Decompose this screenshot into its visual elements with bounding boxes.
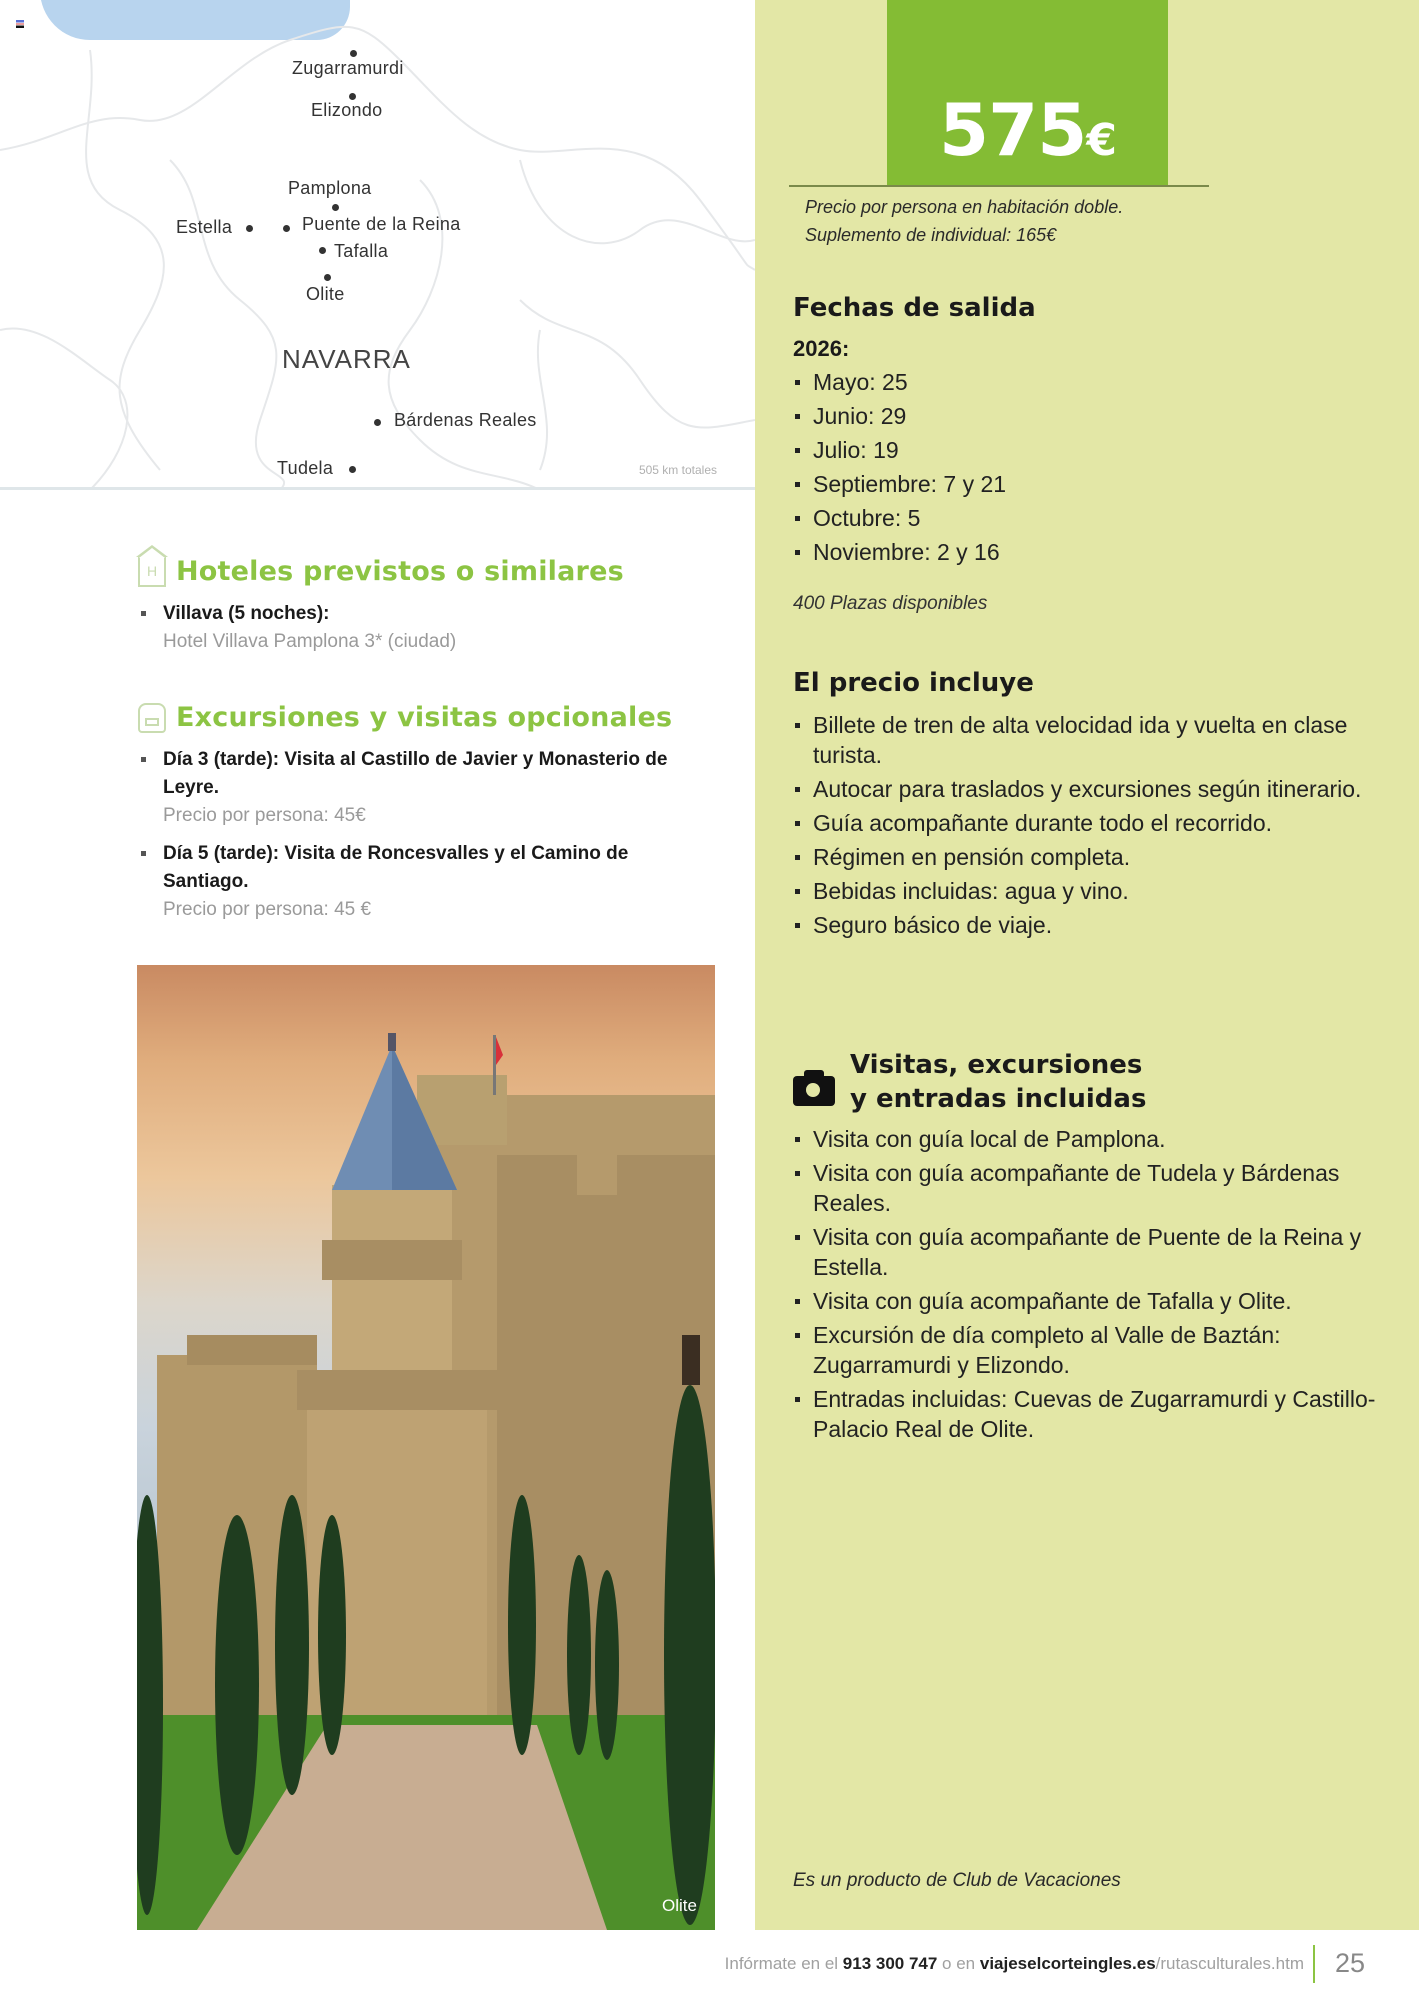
- castle-photo: [137, 965, 715, 1930]
- optional-excursion-price: Precio por persona: 45€: [163, 805, 366, 826]
- includes-list: [793, 710, 1383, 944]
- map-dot-pamplona: [332, 204, 339, 211]
- map-label-zugarramurdi: Zugarramurdi: [292, 58, 404, 78]
- includes-item: Régimen en pensión completa.: [793, 842, 1383, 872]
- departure-dates-list: [793, 367, 1383, 571]
- departure-date: Octubre: 5: [793, 503, 1383, 533]
- departure-date: Junio: 29: [793, 401, 1383, 431]
- departure-date: Noviembre: 2 y 16: [793, 537, 1383, 567]
- price-currency: €: [1086, 115, 1116, 166]
- optional-excursions-heading: [138, 702, 672, 733]
- visits-item: Visita con guía acompañante de Tudela y Bárdenas Reales.: [793, 1158, 1383, 1218]
- map-label-bardenas-reales: Bárdenas Reales: [394, 410, 537, 430]
- optional-excursion-label: Día 5 (tarde): Visita de Roncesvalles y el Camino de Santiago.: [163, 843, 629, 892]
- hotel-item: [138, 600, 718, 656]
- product-note: Es un producto de Club de Vacaciones: [793, 1870, 1121, 1891]
- price-note-supplement: Suplemento de individual: 165€: [805, 225, 1057, 245]
- price-amount: 575: [939, 88, 1087, 172]
- includes-item: Seguro básico de viaje.: [793, 910, 1383, 940]
- visits-item: Excursión de día completo al Valle de Baztán: Zugarramurdi y Elizondo.: [793, 1320, 1383, 1380]
- includes-title: El precio incluye: [793, 668, 1034, 698]
- map-label-elizondo: Elizondo: [311, 100, 383, 120]
- footer-prefix: Infórmate en el: [724, 1954, 843, 1973]
- includes-item: Bebidas incluidas: agua y vino.: [793, 876, 1383, 906]
- photo-caption: Olite: [662, 1896, 697, 1915]
- seats-available: 400 Plazas disponibles: [793, 593, 988, 614]
- map-legend-icon: [16, 20, 24, 28]
- hotel-location: Villava (5 noches):: [163, 603, 330, 624]
- visits-title: [850, 1048, 1146, 1116]
- hotels-list: [138, 600, 718, 666]
- visits-list: [793, 1124, 1383, 1448]
- map-dot-tafalla: [319, 247, 326, 254]
- map-label-tudela: Tudela: [277, 458, 334, 478]
- visits-item: Entradas incluidas: Cuevas de Zugarramurdi y Castillo-Palacio Real de Olite.: [793, 1384, 1383, 1444]
- map-label-puente-de-la-reina: Puente de la Reina: [302, 214, 461, 234]
- price-value: [887, 88, 1168, 172]
- trip-info-panel: [755, 0, 1419, 1930]
- optional-excursions-list: [138, 746, 718, 934]
- departure-date: Mayo: 25: [793, 367, 1383, 397]
- hotels-title: Hoteles previstos o similares: [176, 556, 624, 587]
- map-dot-olite: [324, 274, 331, 281]
- map-dot-zugarramurdi: [350, 50, 357, 57]
- visits-title-line1: Visitas, excursiones: [850, 1050, 1143, 1080]
- departures-title: Fechas de salida: [793, 293, 1036, 323]
- hotels-heading: [138, 556, 624, 587]
- price-note-room: Precio por persona en habitación doble.: [805, 197, 1124, 217]
- price-note: [805, 193, 1123, 249]
- departure-date: Julio: 19: [793, 435, 1383, 465]
- map-dot-tudela: [349, 466, 356, 473]
- footer-website-domain[interactable]: viajeselcorteingles.es: [979, 1954, 1156, 1973]
- camera-icon: [793, 1076, 835, 1106]
- hotel-icon: H: [138, 557, 166, 587]
- optional-excursion-price: Precio por persona: 45 €: [163, 899, 372, 920]
- map-label-olite: Olite: [306, 284, 345, 304]
- map-scale-label: 505 km totales: [638, 463, 717, 477]
- backpack-icon: [138, 703, 166, 733]
- departure-date: Septiembre: 7 y 21: [793, 469, 1383, 499]
- optional-excursion-item: [138, 746, 718, 830]
- hotel-name: Hotel Villava Pamplona 3* (ciudad): [163, 631, 457, 652]
- footer-contact: [725, 1954, 1304, 1974]
- departures-year: 2026:: [793, 336, 850, 361]
- footer-middle: o en: [937, 1954, 980, 1973]
- visits-item: Visita con guía acompañante de Puente de la Reina y Estella.: [793, 1222, 1383, 1282]
- map-dot-bardenas-reales: [374, 419, 381, 426]
- includes-item: Autocar para traslados y excursiones según itinerario.: [793, 774, 1383, 804]
- price-box: [887, 0, 1168, 186]
- map-label-tafalla: Tafalla: [334, 241, 389, 261]
- optional-excursions-title: Excursiones y visitas opcionales: [176, 702, 673, 733]
- visits-title-line2: y entradas incluidas: [850, 1084, 1147, 1114]
- map-dot-estella: [246, 225, 253, 232]
- map-dot-puente-de-la-reina: [283, 225, 290, 232]
- footer-phone[interactable]: 913 300 747: [842, 1954, 938, 1973]
- footer-divider: [1313, 1945, 1315, 1983]
- includes-item: Guía acompañante durante todo el recorrido.: [793, 808, 1383, 838]
- page-number: 25: [1335, 1948, 1366, 1978]
- footer-website-path[interactable]: /rutasculturales.htm: [1155, 1954, 1304, 1973]
- map-label-estella: Estella: [176, 217, 233, 237]
- price-divider: [789, 185, 1209, 187]
- olite-castle-illustration: [137, 965, 715, 1930]
- map-label-pamplona: Pamplona: [288, 178, 372, 198]
- map-region-label: NAVARRA: [282, 344, 411, 374]
- map-dot-elizondo: [349, 93, 356, 100]
- optional-excursion-item: [138, 840, 718, 924]
- includes-item: Billete de tren de alta velocidad ida y vuelta en clase turista.: [793, 710, 1383, 770]
- visits-item: Visita con guía local de Pamplona.: [793, 1124, 1383, 1154]
- visits-item: Visita con guía acompañante de Tafalla y Olite.: [793, 1286, 1383, 1316]
- optional-excursion-label: Día 3 (tarde): Visita al Castillo de Javier y Monasterio de Leyre.: [163, 749, 668, 798]
- route-map: [0, 0, 755, 490]
